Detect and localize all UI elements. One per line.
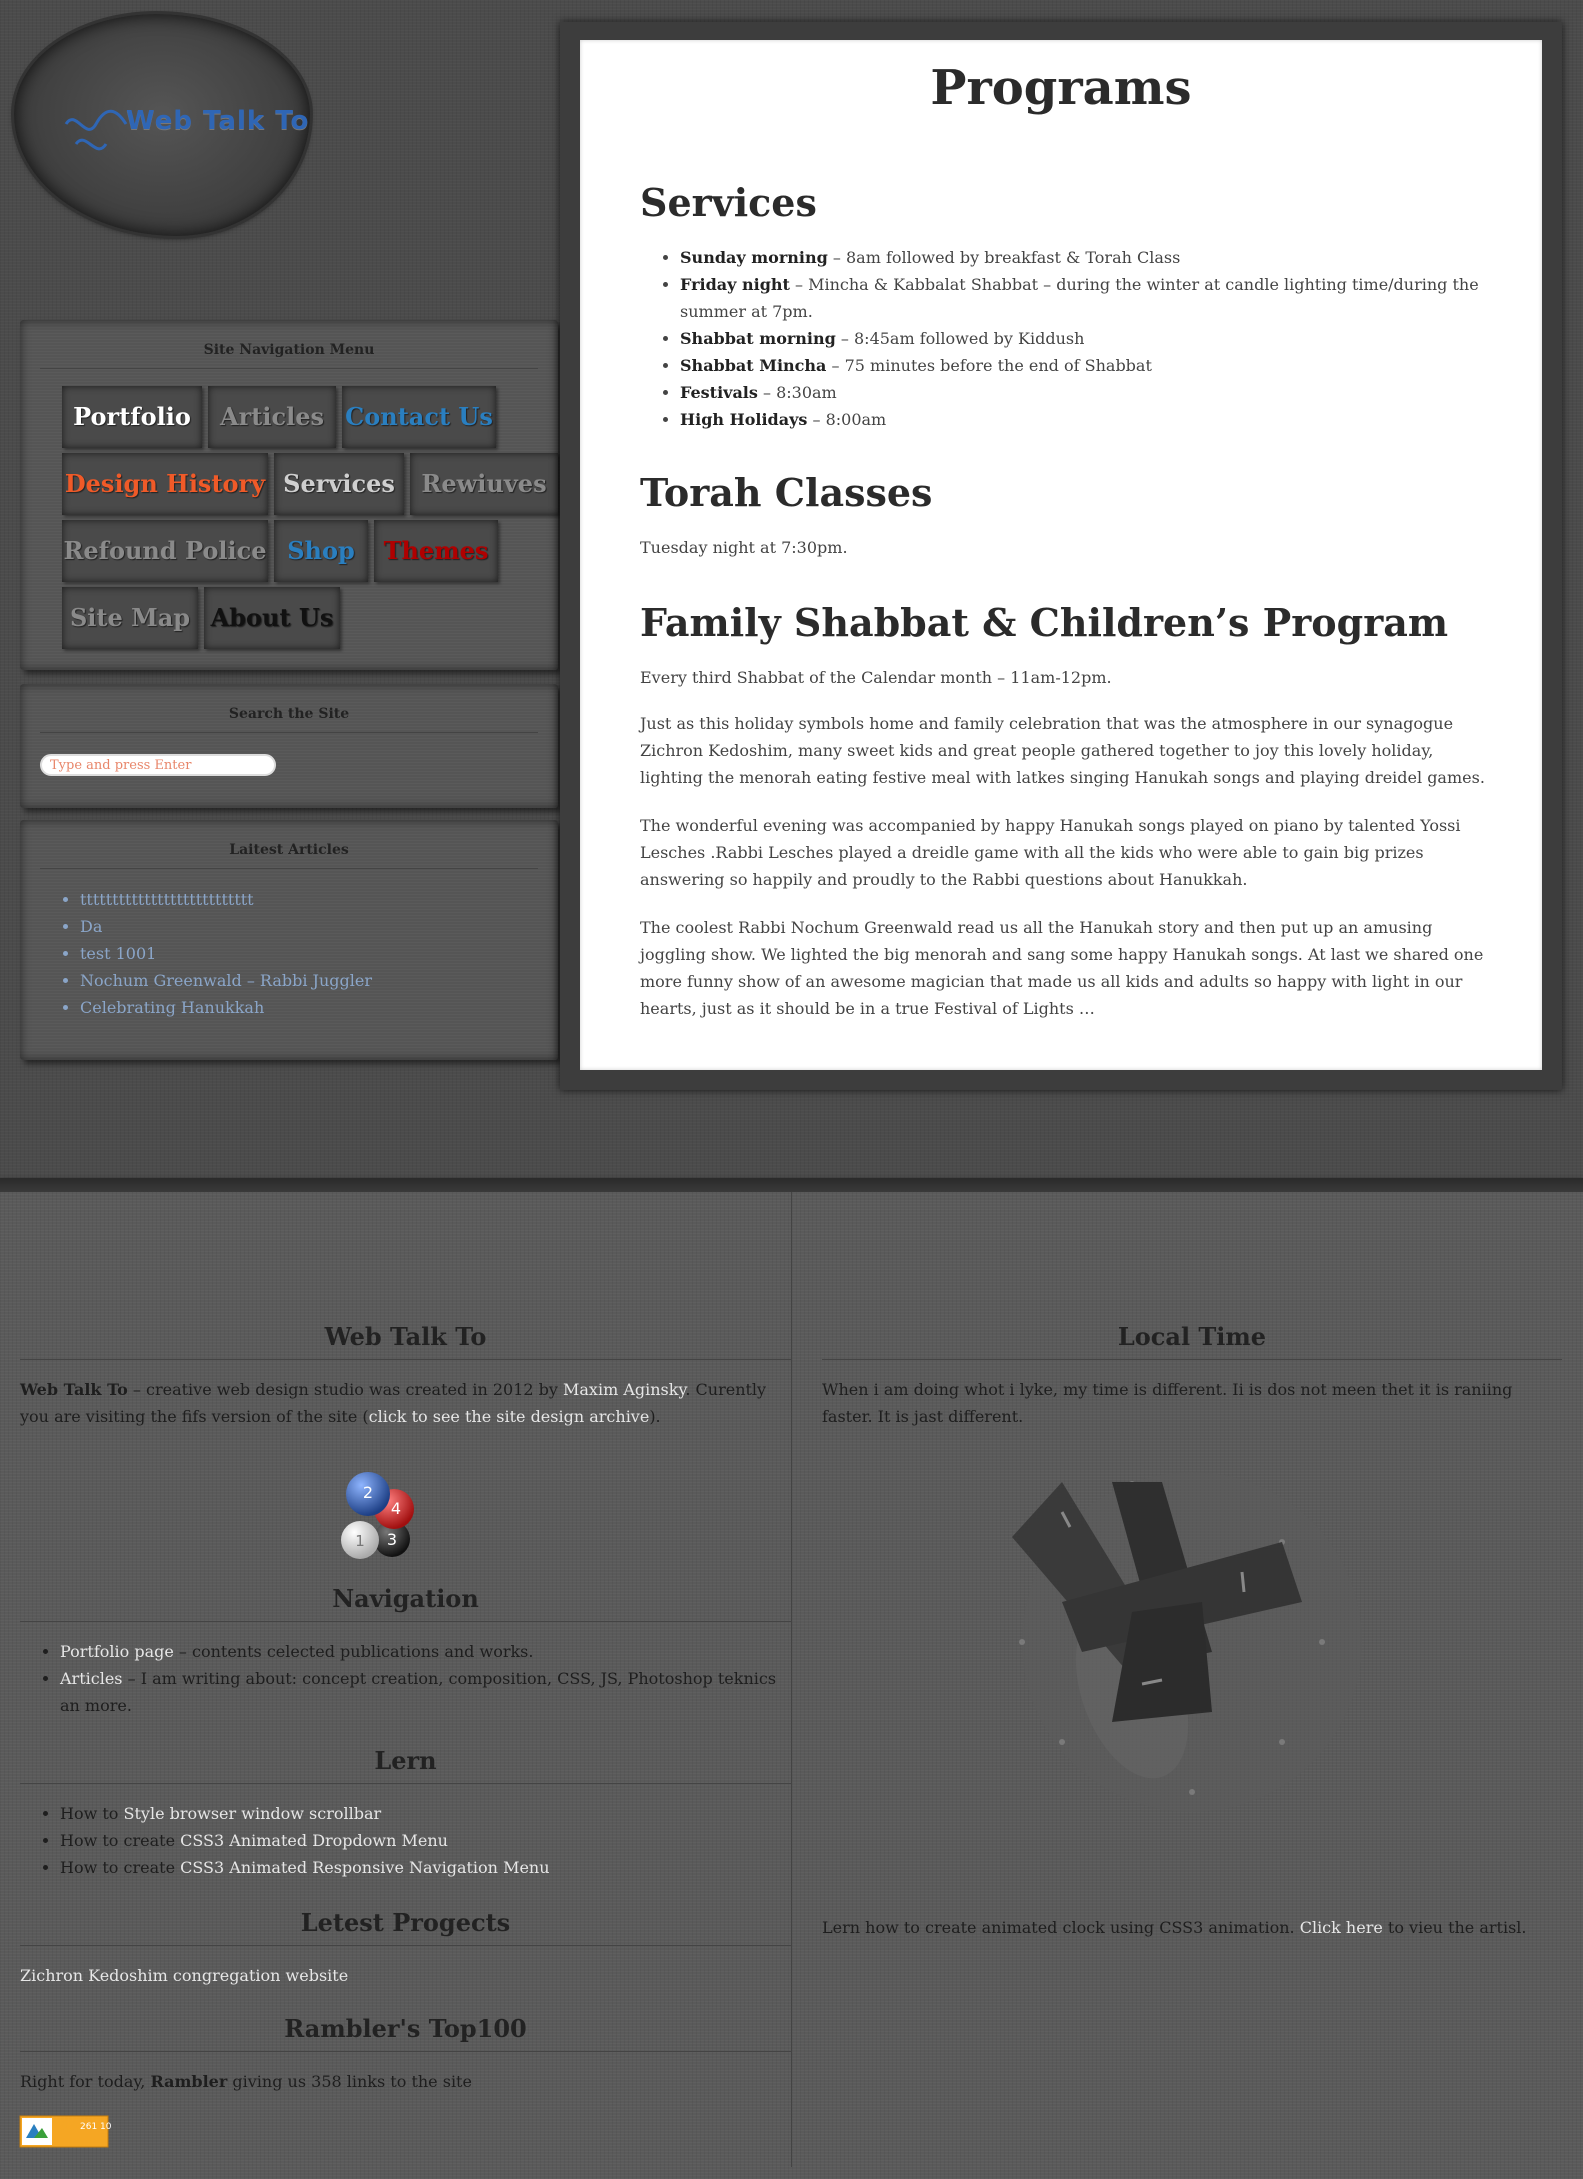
site-logo[interactable] [14,14,310,236]
services-list [640,244,1500,433]
logo-text: Web Talk To [126,106,310,136]
about-bold: Web Talk To [20,1380,128,1399]
list-item [60,1827,780,1854]
nav-portfolio[interactable] [62,386,202,448]
billiard-balls-icon [332,1464,452,1564]
articles-link[interactable]: Articles [60,1669,123,1688]
nav-label: Contact Us [345,402,493,431]
svg-text:2: 2 [362,1483,374,1502]
article-link[interactable]: • ttttttttttttttttttttttttttt [80,886,372,913]
rambler-t1: Right for today, [20,2072,151,2091]
navigation-heading: Navigation [20,1584,791,1622]
lern-heading: Lern [20,1746,791,1784]
lern-link[interactable]: CSS3 Animated Dropdown Menu [180,1831,448,1850]
family-p4: The coolest Rabbi Nochum Greenwald read us all the Hanukah story and then put up an amusing joggling show. We lighted the big menorah and sang some happy Hanukah songs. At last we shared one more funny show of an awesome magician that made us all kids and adults so happy with light in our hearts, just as it should be in a true Festival of Lights … [640,918,1484,1018]
local-time-text: When i am doing whot i lyke, my time is different. Ii is dos not meen thet it is raniing faster. It is jast different. [822,1380,1513,1426]
nav-label: Refound Police [63,536,267,565]
nav-refound-police[interactable] [62,520,268,582]
svg-text:4: 4 [390,1499,402,1518]
item-prefix: How to create [60,1831,181,1850]
archive-link[interactable]: click to see the site design archive [368,1407,650,1426]
search-input[interactable] [40,754,276,776]
about-text [20,1376,780,1430]
item-label: Festivals [680,383,758,402]
nav-label: Articles [220,402,324,431]
rambler-heading: Rambler's Top100 [20,2014,791,2052]
svg-text:3: 3 [386,1530,398,1549]
article-link[interactable]: • Da [80,913,372,940]
item-text: – 8:45am followed by Kiddush [835,329,1085,348]
item-text: – 8:00am [807,410,887,429]
article-link[interactable]: • Celebrating Hanukkah [80,994,372,1021]
torah-heading: Torah Classes [640,470,933,515]
about-t3: ). [649,1407,661,1426]
nav-label: Design History [64,469,266,498]
nav-panel-title: Site Navigation Menu [40,320,538,369]
footer-navigation-list [20,1638,780,1719]
list-item [60,1854,780,1881]
footer-right-column [792,1192,1563,2167]
projects-heading: Letest Progects [20,1908,791,1946]
project-link[interactable]: Zichron Kedoshim congregation website [20,1966,349,1985]
local-time-heading: Local Time [822,1322,1562,1360]
services-heading: Services [640,180,817,225]
section-divider [0,1178,1583,1192]
nav-site-map[interactable] [62,587,198,649]
list-item [680,352,1500,379]
svg-text:1: 1 [355,1532,365,1550]
rambler-bold: Rambler [150,2072,228,2091]
search-panel [20,684,558,808]
item-text: – Mincha & Kabbalat Shabbat – during the winter at candle lighting time/during the summer at 7pm. [680,275,1479,321]
family-p2: Just as this holiday symbols home and family celebration that was the atmosphere in our synagogue Zichron Kedoshim, many sweet kids and great people gathered together to joy this lovely holiday, lighting the menorah eating festive meal with latkes singing Hanukah songs and playing dreidel games. [640,714,1485,787]
lern-link[interactable]: Style browser window scrollbar [123,1804,382,1823]
list-item [60,1638,780,1665]
lern-list [20,1800,780,1881]
item-label: Shabbat morning [680,329,836,348]
nav-articles[interactable] [208,386,336,448]
list-item [680,271,1500,325]
nav-about-us[interactable] [204,587,340,649]
nav-shop[interactable] [274,520,368,582]
article-link[interactable]: • test 1001 [80,940,372,967]
list-item [680,325,1500,352]
item-prefix: How to [60,1804,124,1823]
item-prefix: How to create [60,1858,181,1877]
rambler-text [20,2068,472,2095]
nav-label: Site Map [69,603,191,632]
item-text: – 75 minutes before the end of Shabbat [826,356,1152,375]
portfolio-page-link[interactable]: Portfolio page [60,1642,174,1661]
author-link[interactable]: Maxim Aginsky [563,1380,686,1399]
item-label: Sunday morning [680,248,828,267]
list-item [60,1665,780,1719]
nav-services[interactable] [274,453,404,515]
item-label: Shabbat Mincha [680,356,827,375]
nav-label: Shop [287,536,355,565]
item-label: High Holidays [680,410,808,429]
badge-counts: 261 10 [80,2122,112,2132]
family-p3: The wonderful evening was accompanied by happy Hanukah songs played on piano by talented Yossi Lesches .Rabbi Lesches played a dreidle game with all the kids who were able to gain big prizes answering so happily and proudly to the Rabbi questions about Hanukkah. [640,816,1461,889]
list-item [680,379,1500,406]
click-here-link[interactable]: Click here [1299,1918,1383,1937]
nav-label: Themes [383,536,489,565]
item-label: Friday night [680,275,790,294]
latest-articles-panel [20,820,558,1060]
clock-icon [962,1452,1382,1822]
list-item [680,244,1500,271]
nav-themes[interactable] [374,520,498,582]
nav-label: About Us [210,603,334,632]
caption-t1: Lern how to create animated clock using CSS3 animation. [822,1918,1300,1937]
article-link[interactable]: • Nochum Greenwald – Rabbi Juggler [80,967,372,994]
family-heading: Family Shabbat & Children’s Program [640,600,1449,645]
footer-left-column [20,1192,792,2167]
nav-rewiuves[interactable] [410,453,558,515]
list-item [60,1800,780,1827]
nav-contact-us[interactable] [342,386,496,448]
clock-caption [822,1914,1562,1941]
page-title: Programs [930,60,1192,116]
nav-label: Portfolio [73,402,191,431]
item-text: – contents celected publications and works. [173,1642,534,1661]
family-p1: Every third Shabbat of the Calendar month – 11am-12pm. [640,668,1112,687]
footer [0,1192,1583,2179]
nav-panel [20,320,558,670]
about-t2: . Curently you are visiting the fifs version of the site ( [20,1380,767,1426]
rambler-t2: giving us 358 links to the site [227,2072,472,2091]
nav-label: Rewiuves [421,469,547,498]
about-heading: Web Talk To [20,1322,791,1360]
caption-t2: to vieu the artisl. [1382,1918,1527,1937]
main-content [580,40,1542,1070]
nav-label: Services [283,469,395,498]
lern-link[interactable]: CSS3 Animated Responsive Navigation Menu [180,1858,550,1877]
projects-text [20,1962,348,1989]
rambler-counter-badge[interactable] [20,2116,112,2147]
rambler-logo-icon [20,2116,112,2147]
nav-design-history[interactable] [62,453,268,515]
about-t1: – creative web design studio was created in 2012 by [127,1380,563,1399]
search-panel-title: Search the Site [40,684,538,733]
latest-articles-list [80,886,372,1021]
item-text: – 8am followed by breakfast & Torah Class [827,248,1181,267]
latest-articles-title: Laitest Articles [40,820,538,869]
list-item [680,406,1500,433]
item-text: – I am writing about: concept creation, composition, CSS, JS, Photoshop teknics an more. [60,1669,777,1715]
torah-text: Tuesday night at 7:30pm. [640,538,848,557]
item-text: – 8:30am [757,383,837,402]
